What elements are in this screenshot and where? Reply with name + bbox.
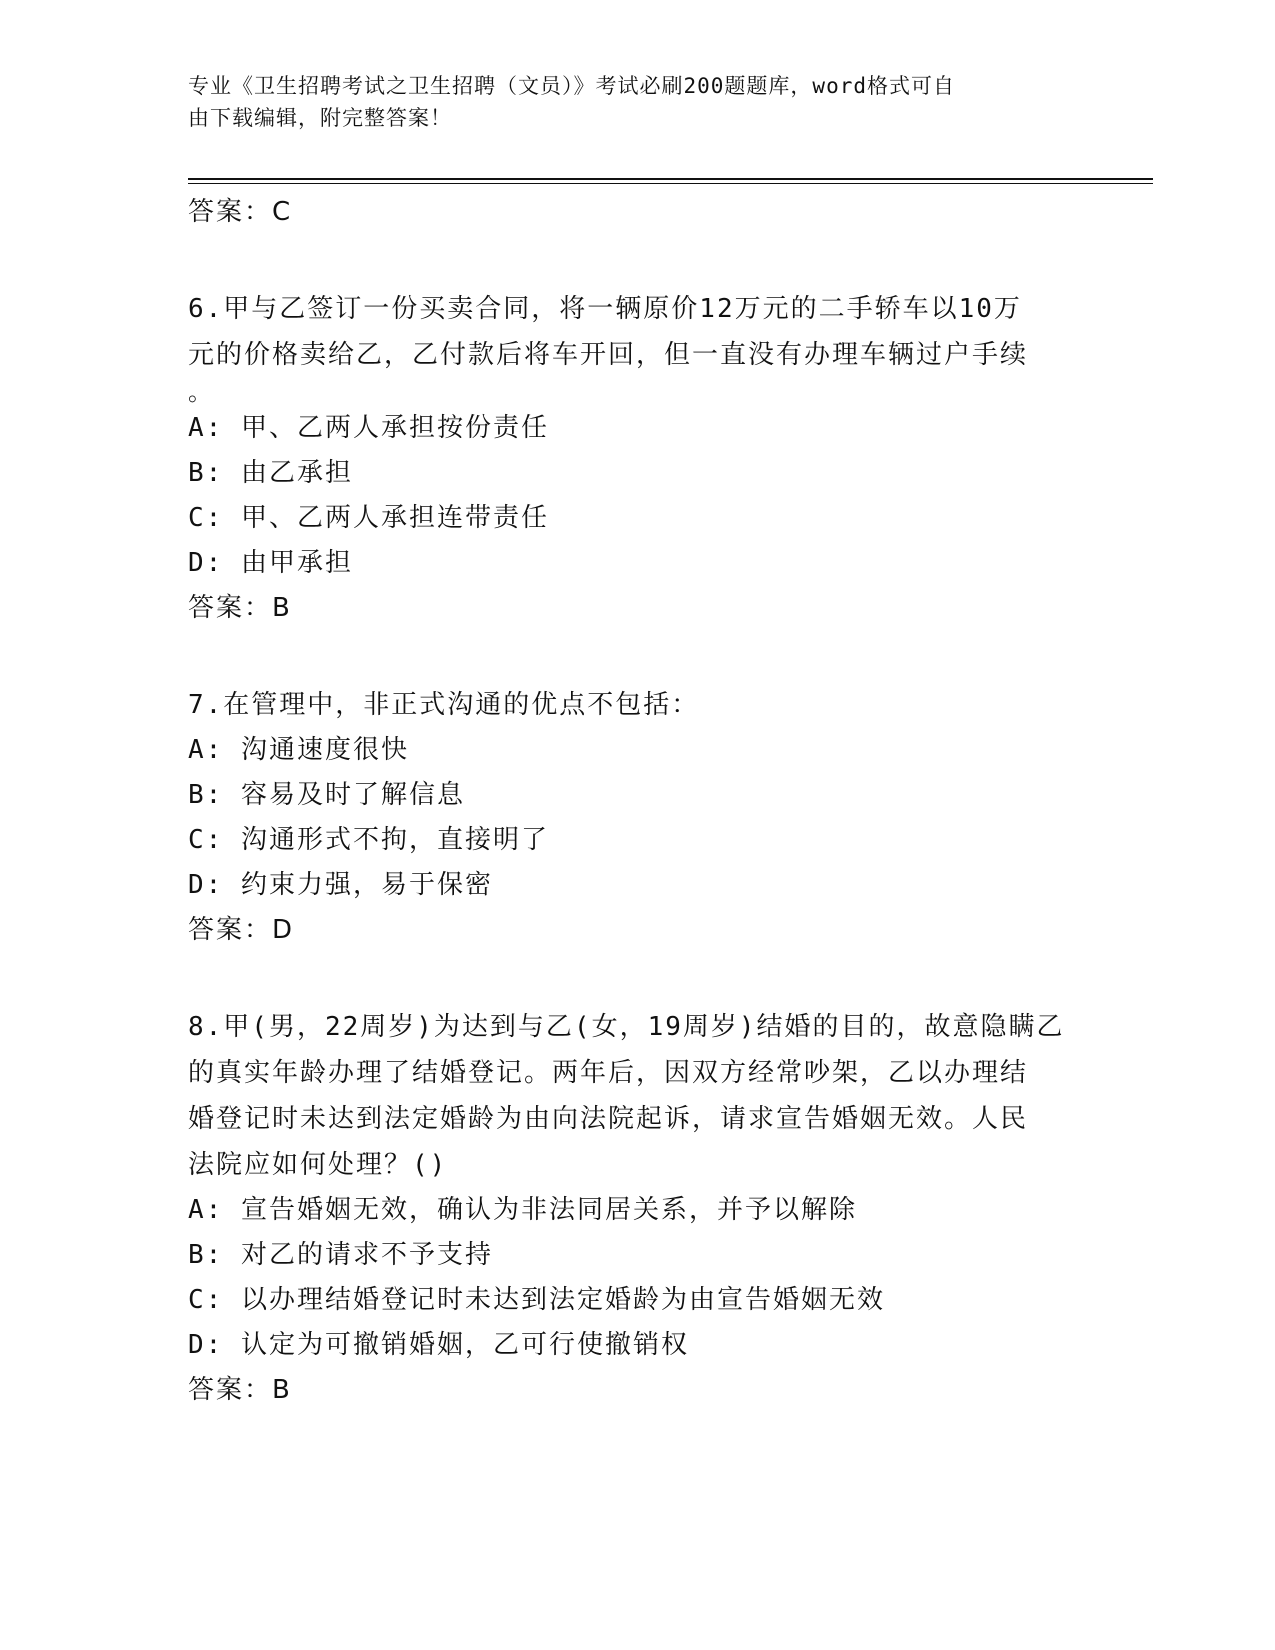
- previous-answer: 答案：C: [188, 197, 293, 227]
- spacer: [188, 952, 1088, 1004]
- header-line-1: 专业《卫生招聘考试之卫生招聘（文员）》考试必刷200题题库，word格式可自: [188, 74, 955, 98]
- option-a: A: 沟通速度很快: [188, 735, 409, 765]
- question-stem-line: 元的价格卖给乙，乙付款后将车开回，但一直没有办理车辆过户手续: [188, 340, 1029, 370]
- option-c: C: 以办理结婚登记时未达到法定婚龄为由宣告婚姻无效: [188, 1285, 885, 1315]
- answer: 答案：D: [188, 915, 295, 945]
- option-b: B: 由乙承担: [188, 458, 353, 488]
- question-stem-line: 8.甲(男，22周岁)为达到与乙(女，19周岁)结婚的目的，故意隐瞒乙: [188, 1012, 1065, 1042]
- question-7: [188, 682, 1088, 952]
- option-a: A: 宣告婚姻无效，确认为非法同居关系，并予以解除: [188, 1195, 857, 1225]
- option-c: C: 甲、乙两人承担连带责任: [188, 503, 549, 533]
- option-a: A: 甲、乙两人承担按份责任: [188, 413, 549, 443]
- question-stem-line: 7.在管理中，非正式沟通的优点不包括：: [188, 690, 700, 720]
- answer: 答案：B: [188, 1375, 292, 1405]
- option-d: D: 认定为可撤销婚姻，乙可行使撤销权: [188, 1330, 689, 1360]
- question-stem-line: 婚登记时未达到法定婚龄为由向法院起诉，请求宣告婚姻无效。人民: [188, 1104, 1029, 1134]
- question-stem-line: 法院应如何处理？(): [188, 1150, 448, 1180]
- question-stem-line: 的真实年龄办理了结婚登记。两年后，因双方经常吵架，乙以办理结: [188, 1058, 1029, 1088]
- answer: 答案：B: [188, 593, 292, 623]
- question-stem-tail: 。: [188, 378, 214, 406]
- option-d: D: 由甲承担: [188, 548, 353, 578]
- header-divider-thin: [188, 183, 1153, 184]
- option-c: C: 沟通形式不拘，直接明了: [188, 825, 549, 855]
- page-header: [188, 70, 1088, 134]
- spacer: [188, 630, 1088, 682]
- header-line-2: 由下载编辑，附完整答案！: [188, 106, 452, 130]
- spacer: [188, 234, 1088, 286]
- question-6: [188, 286, 1088, 630]
- question-stem-line: 6.甲与乙签订一份买卖合同，将一辆原价12万元的二手轿车以10万: [188, 294, 1022, 324]
- question-8: [188, 1004, 1088, 1412]
- option-b: B: 对乙的请求不予支持: [188, 1240, 493, 1270]
- option-d: D: 约束力强，易于保密: [188, 870, 493, 900]
- option-b: B: 容易及时了解信息: [188, 780, 465, 810]
- document-body: [188, 190, 1088, 1412]
- header-divider-thick: [188, 178, 1153, 180]
